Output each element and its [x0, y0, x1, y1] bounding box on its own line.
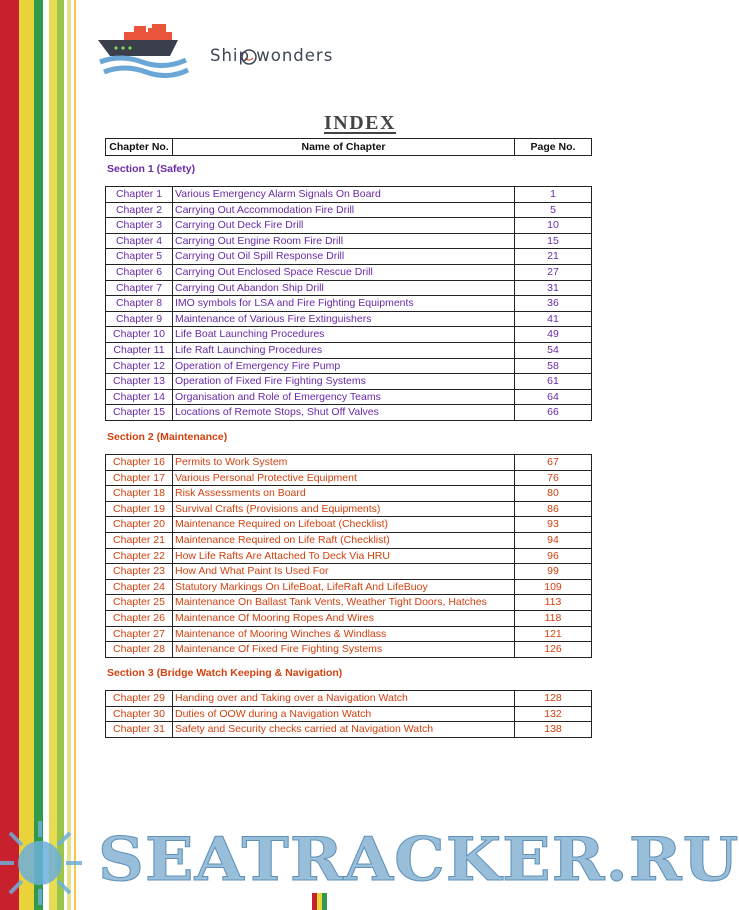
chapter-number: Chapter 18: [106, 486, 173, 502]
chapter-name: Carrying Out Engine Room Fire Drill: [173, 233, 515, 249]
index-header: [105, 138, 592, 156]
section-title: Section 3 (Bridge Watch Keeping & Navigation): [107, 667, 343, 679]
table-row: [106, 233, 592, 249]
table-row: [106, 517, 592, 533]
page-number: 118: [515, 610, 592, 626]
page-number: 41: [515, 311, 592, 327]
chapter-number: Chapter 21: [106, 532, 173, 548]
section-1-table: [105, 186, 592, 421]
chapter-name: Handing over and Taking over a Navigation Watch: [173, 691, 515, 707]
chapter-name: Duties of OOW during a Navigation Watch: [173, 706, 515, 722]
chapter-name: Various Emergency Alarm Signals On Board: [173, 187, 515, 203]
table-row: [106, 311, 592, 327]
chapter-name: How And What Paint Is Used For: [173, 564, 515, 580]
chapter-number: Chapter 2: [106, 202, 173, 218]
page-number: 121: [515, 626, 592, 642]
table-row: [106, 626, 592, 642]
chapter-number: Chapter 23: [106, 564, 173, 580]
chapter-number: Chapter 10: [106, 327, 173, 343]
table-row: [106, 501, 592, 517]
page-number: 64: [515, 389, 592, 405]
page-number: 5: [515, 202, 592, 218]
table-row: [106, 564, 592, 580]
table-row: [106, 610, 592, 626]
chapter-number: Chapter 30: [106, 706, 173, 722]
chapter-name: Locations of Remote Stops, Shut Off Valves: [173, 405, 515, 421]
chapter-name: Safety and Security checks carried at Navigation Watch: [173, 722, 515, 738]
page-number: 128: [515, 691, 592, 707]
page-number: 54: [515, 342, 592, 358]
table-row: [106, 455, 592, 471]
chapter-number: Chapter 13: [106, 374, 173, 390]
section-title: Section 1 (Safety): [107, 163, 196, 175]
chapter-number: Chapter 16: [106, 455, 173, 471]
chapter-number: Chapter 20: [106, 517, 173, 533]
section-title: Section 2 (Maintenance): [107, 431, 228, 443]
table-row: [106, 389, 592, 405]
chapter-name: Organisation and Role of Emergency Teams: [173, 389, 515, 405]
chapter-number: Chapter 3: [106, 218, 173, 234]
page-number: 21: [515, 249, 592, 265]
brand-name: Ship wonders: [210, 46, 334, 65]
page-number: 58: [515, 358, 592, 374]
chapter-name: Maintenance On Ballast Tank Vents, Weather Tight Doors, Hatches: [173, 595, 515, 611]
chapter-name: Carrying Out Accommodation Fire Drill: [173, 202, 515, 218]
chapter-number: Chapter 29: [106, 691, 173, 707]
chapter-number: Chapter 12: [106, 358, 173, 374]
page-number: 96: [515, 548, 592, 564]
page-number: 61: [515, 374, 592, 390]
chapter-name: Maintenance of Mooring Winches & Windlass: [173, 626, 515, 642]
chapter-name: Maintenance Of Fixed Fire Fighting Systems: [173, 642, 515, 658]
table-row: [106, 218, 592, 234]
chapter-name: Maintenance Of Mooring Ropes And Wires: [173, 610, 515, 626]
table-row: [106, 187, 592, 203]
page-number: 76: [515, 470, 592, 486]
table-row: [106, 202, 592, 218]
table-row: [106, 722, 592, 738]
chapter-name: Maintenance Required on Life Raft (Checklist): [173, 532, 515, 548]
chapter-number: Chapter 11: [106, 342, 173, 358]
chapter-number: Chapter 4: [106, 233, 173, 249]
chapter-number: Chapter 14: [106, 389, 173, 405]
chapter-number: Chapter 25: [106, 595, 173, 611]
table-row: [106, 486, 592, 502]
chapter-name: IMO symbols for LSA and Fire Fighting Equipments: [173, 296, 515, 312]
table-row: [106, 470, 592, 486]
chapter-name: Statutory Markings On LifeBoat, LifeRaft And LifeBuoy: [173, 579, 515, 595]
chapter-name: Operation of Emergency Fire Pump: [173, 358, 515, 374]
table-row: [106, 249, 592, 265]
section-2-table: [105, 454, 592, 658]
chapter-number: Chapter 19: [106, 501, 173, 517]
table-row: [106, 342, 592, 358]
page-number: 86: [515, 501, 592, 517]
chapter-name: Maintenance Required on Lifeboat (Checklist): [173, 517, 515, 533]
header-chapter: Chapter No.: [106, 139, 173, 156]
chapter-name: Carrying Out Enclosed Space Rescue Drill: [173, 264, 515, 280]
table-row: [106, 706, 592, 722]
table-row: [106, 327, 592, 343]
table-row: [106, 405, 592, 421]
page-number: 109: [515, 579, 592, 595]
chapter-name: Risk Assessments on Board: [173, 486, 515, 502]
chapter-name: Permits to Work System: [173, 455, 515, 471]
section-3-table: [105, 690, 592, 738]
chapter-name: Carrying Out Deck Fire Drill: [173, 218, 515, 234]
table-row: [106, 296, 592, 312]
header-page: Page No.: [515, 139, 592, 156]
chapter-number: Chapter 26: [106, 610, 173, 626]
page-number: 138: [515, 722, 592, 738]
page-number: 31: [515, 280, 592, 296]
page-number: 132: [515, 706, 592, 722]
page-number: 67: [515, 455, 592, 471]
page-number: 36: [515, 296, 592, 312]
chapter-number: Chapter 15: [106, 405, 173, 421]
page-number: 80: [515, 486, 592, 502]
page-number: 126: [515, 642, 592, 658]
chapter-name: Life Boat Launching Procedures: [173, 327, 515, 343]
chapter-number: Chapter 17: [106, 470, 173, 486]
table-row: [106, 642, 592, 658]
page-number: 113: [515, 595, 592, 611]
chapter-name: Carrying Out Abandon Ship Drill: [173, 280, 515, 296]
chapter-number: Chapter 9: [106, 311, 173, 327]
page-number: 1: [515, 187, 592, 203]
chapter-name: Operation of Fixed Fire Fighting Systems: [173, 374, 515, 390]
table-row: [106, 358, 592, 374]
chapter-number: Chapter 31: [106, 722, 173, 738]
chapter-name: How Life Rafts Are Attached To Deck Via HRU: [173, 548, 515, 564]
chapter-number: Chapter 8: [106, 296, 173, 312]
chapter-number: Chapter 7: [106, 280, 173, 296]
table-row: [106, 548, 592, 564]
decorative-stripes: [0, 0, 84, 910]
chapter-number: Chapter 22: [106, 548, 173, 564]
chapter-name: Survival Crafts (Provisions and Equipments): [173, 501, 515, 517]
table-row: [106, 595, 592, 611]
header-name: Name of Chapter: [173, 139, 515, 156]
page-number: 94: [515, 532, 592, 548]
chapter-number: Chapter 28: [106, 642, 173, 658]
chapter-name: Life Raft Launching Procedures: [173, 342, 515, 358]
page-number: 15: [515, 233, 592, 249]
table-row: [106, 264, 592, 280]
table-row: [106, 374, 592, 390]
chapter-name: Various Personal Protective Equipment: [173, 470, 515, 486]
page-title: INDEX: [324, 112, 396, 134]
page-number: 66: [515, 405, 592, 421]
table-row: [106, 579, 592, 595]
chapter-number: Chapter 1: [106, 187, 173, 203]
chapter-number: Chapter 6: [106, 264, 173, 280]
page-number: 10: [515, 218, 592, 234]
chapter-number: Chapter 5: [106, 249, 173, 265]
chapter-number: Chapter 27: [106, 626, 173, 642]
table-row: [106, 691, 592, 707]
page-number: 27: [515, 264, 592, 280]
chapter-name: Carrying Out Oil Spill Response Drill: [173, 249, 515, 265]
table-row: [106, 532, 592, 548]
page-number: 49: [515, 327, 592, 343]
watermark-text: SEATRACKER.RU: [98, 825, 739, 895]
page-number: 93: [515, 517, 592, 533]
chapter-name: Maintenance of Various Fire Extinguishers: [173, 311, 515, 327]
page-number: 99: [515, 564, 592, 580]
table-row: [106, 280, 592, 296]
chapter-number: Chapter 24: [106, 579, 173, 595]
